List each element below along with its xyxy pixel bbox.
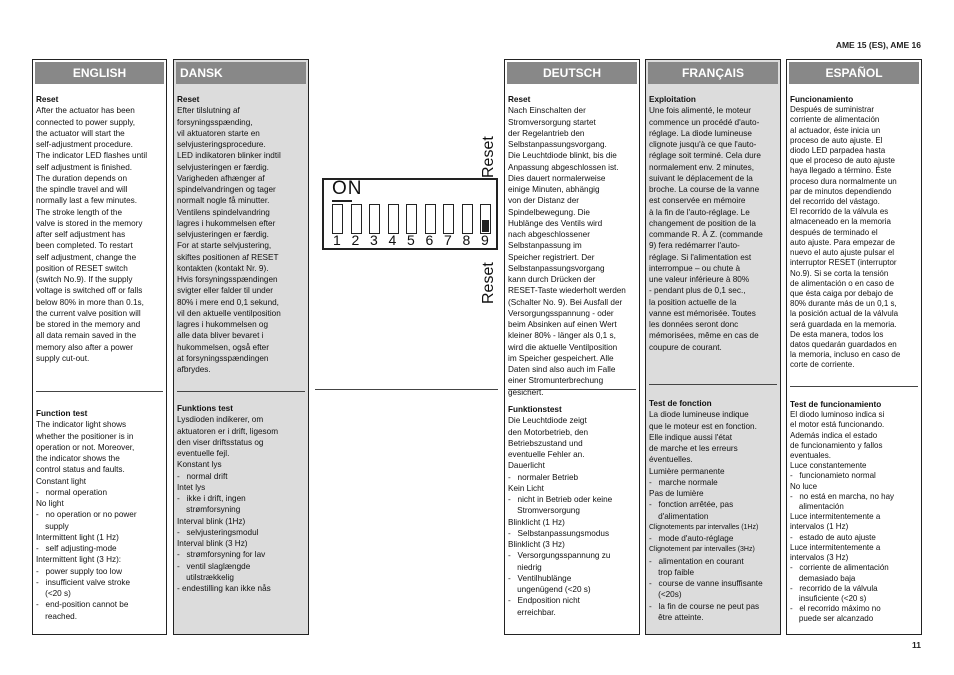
list-label: Dauerlicht (508, 461, 545, 471)
switch-number: 1 (333, 232, 341, 248)
switch-cell (332, 204, 343, 234)
list-label: No light (36, 499, 64, 508)
list-item: - no operation or no power supply (36, 510, 137, 531)
list-item: - strømforsyning for lav (177, 550, 266, 560)
list-item: - alimentation en courant trop faible (649, 556, 744, 577)
reset-section (508, 94, 636, 398)
switch-cell (480, 204, 491, 234)
list-label: Luce constantemente (790, 461, 867, 471)
section-heading: Function test (36, 409, 88, 418)
switch-knob (482, 220, 489, 232)
column-espanol (786, 59, 922, 635)
list-label: Konstant lys (177, 460, 222, 470)
section-heading: Reset (508, 95, 531, 104)
list-item: - normal operation (36, 487, 107, 497)
list-item: - power supply too low (36, 566, 123, 576)
list-item: - Endposition nicht erreichbar. (508, 596, 580, 617)
switch-number: 4 (388, 232, 397, 248)
section-heading: Funcionamiento (790, 95, 854, 104)
section-text: Efter tilslutning af forsyningsspænding, vil aktuatoren starte en selvjusteringsprocedure. LED indikatoren blinker indtil selvjusteringen er færdig. Varigheden afhænger af spindelvandringen og tager normalt nogle få minutter. Ventilens spindelvandring lagres i hukommelsen efter selvjusteringen er færdig. For at starte selvjustering, skiftes positionen af RESET kontakten (kontakt Nr. 9). Hvis forsyningsspændingen svigter eller falder til under 80% i mere end 0,1 sekund, vil den aktuelle ventilposition lagres i hukommelsen og alle data bliver bevaret i hukommelsen, også efter at forsyningsspændingen afbrydes. (177, 106, 281, 374)
divider (177, 391, 305, 392)
divider (36, 391, 163, 392)
switch-cell (351, 204, 362, 234)
test-section (649, 398, 777, 623)
list-item: - ikke i drift, ingen strømforsyning (177, 494, 246, 515)
test-section (790, 399, 918, 625)
page-number: 11 (912, 640, 921, 650)
section-text: La diode lumineuse indique que le moteur est en fonction. Elle indique aussi l'état de marche et les erreurs éventuelles. (649, 410, 757, 465)
divider (315, 389, 498, 390)
list-item: - estado de auto ajuste (790, 532, 876, 542)
column-title: DANSK (176, 62, 306, 84)
list-label: No luce (790, 481, 818, 491)
divider (790, 386, 918, 387)
section-text: Lysdioden indikerer, om aktuatoren er i drift, ligesom den viser driftsstatus og eventuelle fejl. (177, 415, 279, 458)
list-item: - Ventilhublänge ungenügend (<20 s) (508, 573, 591, 594)
section-text: Después de suministrar corriente de alimentación al actuador, éste inicia un proceso de auto ajuste. El diodo LED parpadea hasta que el proceso de auto ajuste haya llegado a término. Éste proceso dura normalmente un par de minutos dependiendo del recorrido del vástago. El recorrido de la válvula es almaceneado en la memoria después de terminado el auto ajuste. Para empezar de nuevo el auto ajuste pulsar el interruptor RESET (interruptor No.9). Si se corta la tensión de alimentación o en caso de que ésta caiga por debajo de 80% durante más de un 0,1 s, la posición actual de la válvula será guardada en la memoria. De esta manera, todos los datos quedarán guardados en la memoria, incluso en caso de corte de corriente. (790, 105, 901, 370)
list-item: - course de vanne insuffisante (<20s) (649, 579, 763, 600)
switch-cell (443, 204, 454, 234)
list-item: - self adjusting-mode (36, 544, 117, 553)
reset-section (177, 94, 305, 375)
list-item: - end-position cannot be reached. (36, 600, 129, 621)
on-underline (332, 200, 352, 202)
list-item: - Versorgungsspannung zu niedrig (508, 551, 611, 572)
column-title: ESPAÑOL (789, 62, 919, 84)
switch-cell (369, 204, 380, 234)
list-label: - endestilling kan ikke nås (177, 584, 271, 593)
list-label: Intermittent light (3 Hz): (36, 555, 122, 565)
test-section (177, 403, 305, 594)
list-label: Constant light (36, 476, 87, 486)
section-text: The indicator light shows whether the positioner is in operation or not. Moreover, the indicator shows the control status and faults. (36, 420, 135, 475)
list-item: - el recorrido máximo no puede ser alcanzado (790, 604, 881, 624)
list-item: - la fin de course ne peut pas être atteinte. (649, 601, 760, 622)
list-label: Interval blink (1Hz) (177, 516, 246, 526)
reset-section (790, 94, 918, 371)
list-label: Clignotements par intervalles (1Hz) (649, 523, 759, 531)
column-title: ENGLISH (35, 62, 164, 84)
column-english (32, 59, 167, 635)
switch-number: 5 (407, 232, 415, 248)
switch-cell (406, 204, 417, 234)
column-title: FRANÇAIS (648, 62, 778, 84)
list-label: Blinklicht (1 Hz) (508, 517, 565, 527)
switch-number: 7 (444, 232, 452, 248)
column-francais (645, 59, 781, 635)
column-dansk (173, 59, 309, 635)
switch-number: 6 (425, 232, 434, 248)
section-heading: Exploitation (649, 95, 696, 104)
list-label: Intermittent light (1 Hz) (36, 532, 119, 542)
list-item: - normal drift (177, 471, 228, 481)
section-heading: Reset (177, 95, 200, 104)
section-heading: Test de fonction (649, 399, 712, 408)
switch-cell (462, 204, 473, 234)
list-item: - marche normale (649, 477, 718, 487)
list-item: - mode d'auto-réglage (649, 534, 734, 543)
list-label: Lumière permanente (649, 466, 725, 476)
switch-number: 9 (481, 232, 489, 248)
reset-section (649, 94, 777, 353)
column-title: DEUTSCH (507, 62, 637, 84)
switch-number: 8 (462, 232, 471, 248)
list-label: Blinklicht (3 Hz) (508, 540, 565, 549)
list-item: - funcionamieto normal (790, 471, 876, 481)
divider (649, 384, 777, 385)
section-heading: Funktions test (177, 404, 233, 413)
reset-section (36, 94, 163, 364)
list-item: - fonction arrêtée, pas d'alimentation (649, 500, 734, 521)
reset-label-top: Reset (480, 136, 497, 178)
section-heading: Test de funcionamiento (790, 400, 882, 409)
section-text: Une fois alimenté, le moteur commence un procédé d'auto- réglage. La diode lumineuse clignote jusqu'à ce que l'auto- réglage soit terminé. Cela dure normalement env. 2 minutes, suivant le déplacement de la broche. La course de la vanne est conservée en mémoire à la fin de l'auto-réglage. Le changement de position de la commande R. À Z. (commande 9) fera redémarrer l'auto- réglage. Si l'alimentation est interrompue – ou chute à une valeur inférieure à 80% - pendant plus de 0,1 sec., la position actuelle de la vanne est mémorisée. Toutes les données seront donc mémorisées, même en cas de coupure de courant. (649, 106, 763, 352)
list-item: - selvjusteringsmodul (177, 527, 259, 537)
section-heading: Reset (36, 95, 59, 104)
list-item: - normaler Betrieb (508, 472, 579, 482)
dip-switch-diagram (322, 178, 498, 250)
list-item: - ventil slaglængde utilstrækkelig (177, 561, 251, 582)
column-deutsch (504, 59, 640, 635)
list-item: - recorrido de la válvula insuficiente (<20 s) (790, 583, 878, 603)
section-text: Die Leuchtdiode zeigt den Motorbetrieb, den Betriebszustand und eventuelle Fehler an. (508, 416, 589, 459)
divider (508, 389, 636, 390)
document-code: AME 15 (ES), AME 16 (835, 40, 921, 50)
test-section (36, 408, 163, 622)
switch-number: 2 (351, 232, 360, 248)
section-text: Nach Einschalten der Stromversorgung startet der Regelantrieb den Selbstanpassungsvorgang. Die Leuchtdiode blinkt, bis die Anpassung abgeschlossen ist. Dies dauert normalerweise einige Minuten, abhängig von der Distanz der Spindelbewegung. Die Hublänge des Ventils wird nach abgeschlossener Selbstanpassung im Speicher registriert. Der Selbstanpassungsvorgang kann durch Drücken der RESET-Taste wiederholt werden (Schalter No. 9). Bei Ausfall der Versorgungsspannung - oder beim Absinken auf einen Wert kleiner 80% - länger als 0,1 s, wird die aktuelle Ventilposition im Speicher gespeichert. Alle Daten sind also auch im Falle einer Stromunterbrechung gesichert. (508, 106, 626, 397)
switch-number: 3 (370, 232, 378, 248)
list-label: Luce intermitentemente a intervalos (3 Hz) (790, 542, 881, 563)
list-label: Luce intermitentemente a intervalos (1 Hz) (790, 512, 881, 532)
list-label: Interval blink (3 Hz) (177, 539, 248, 548)
list-label: Intet lys (177, 482, 206, 492)
list-label: Kein Licht (508, 483, 544, 493)
section-text: El diodo luminoso indica si el motor está funcionando. Además indica el estado de funcionamiento y fallos eventuales. (790, 410, 885, 461)
test-section (508, 404, 636, 618)
list-item: - insufficient valve stroke (<20 s) (36, 577, 131, 598)
list-item: - nicht in Betrieb oder keine Stromversorgung (508, 495, 613, 516)
list-label: Pas de lumière (649, 489, 704, 498)
switch-cell (425, 204, 436, 234)
reset-label-bottom: Reset (480, 262, 497, 304)
section-heading: Funktionstest (508, 405, 562, 414)
list-item: - Selbstanpassungsmodus (508, 528, 610, 538)
list-label: Clignotement par intervalles (3Hz) (649, 546, 755, 554)
on-label: ON (332, 178, 363, 199)
list-item: - no está en marcha, no hay alimentación (790, 491, 895, 512)
switch-cell (388, 204, 399, 234)
list-item: - corriente de alimentación demasiado baja (790, 563, 889, 583)
section-text: After the actuator has been connected to power supply, the actuator will start the self-adjustment procedure. The indicator LED flashes until self adjustment is finished. The duration depends on the spindle travel and will normally last a few minutes. The stroke length of the valve is stored in the memory after self adjustment has been completed. To restart self adjustment, change the position of RESET switch (switch No.9). If the supply voltage is switched off or falls below 80% in more than 0.1s, the current valve position will be stored in the memory and all data remain saved in the memory also after a power supply cut-out. (36, 106, 148, 363)
